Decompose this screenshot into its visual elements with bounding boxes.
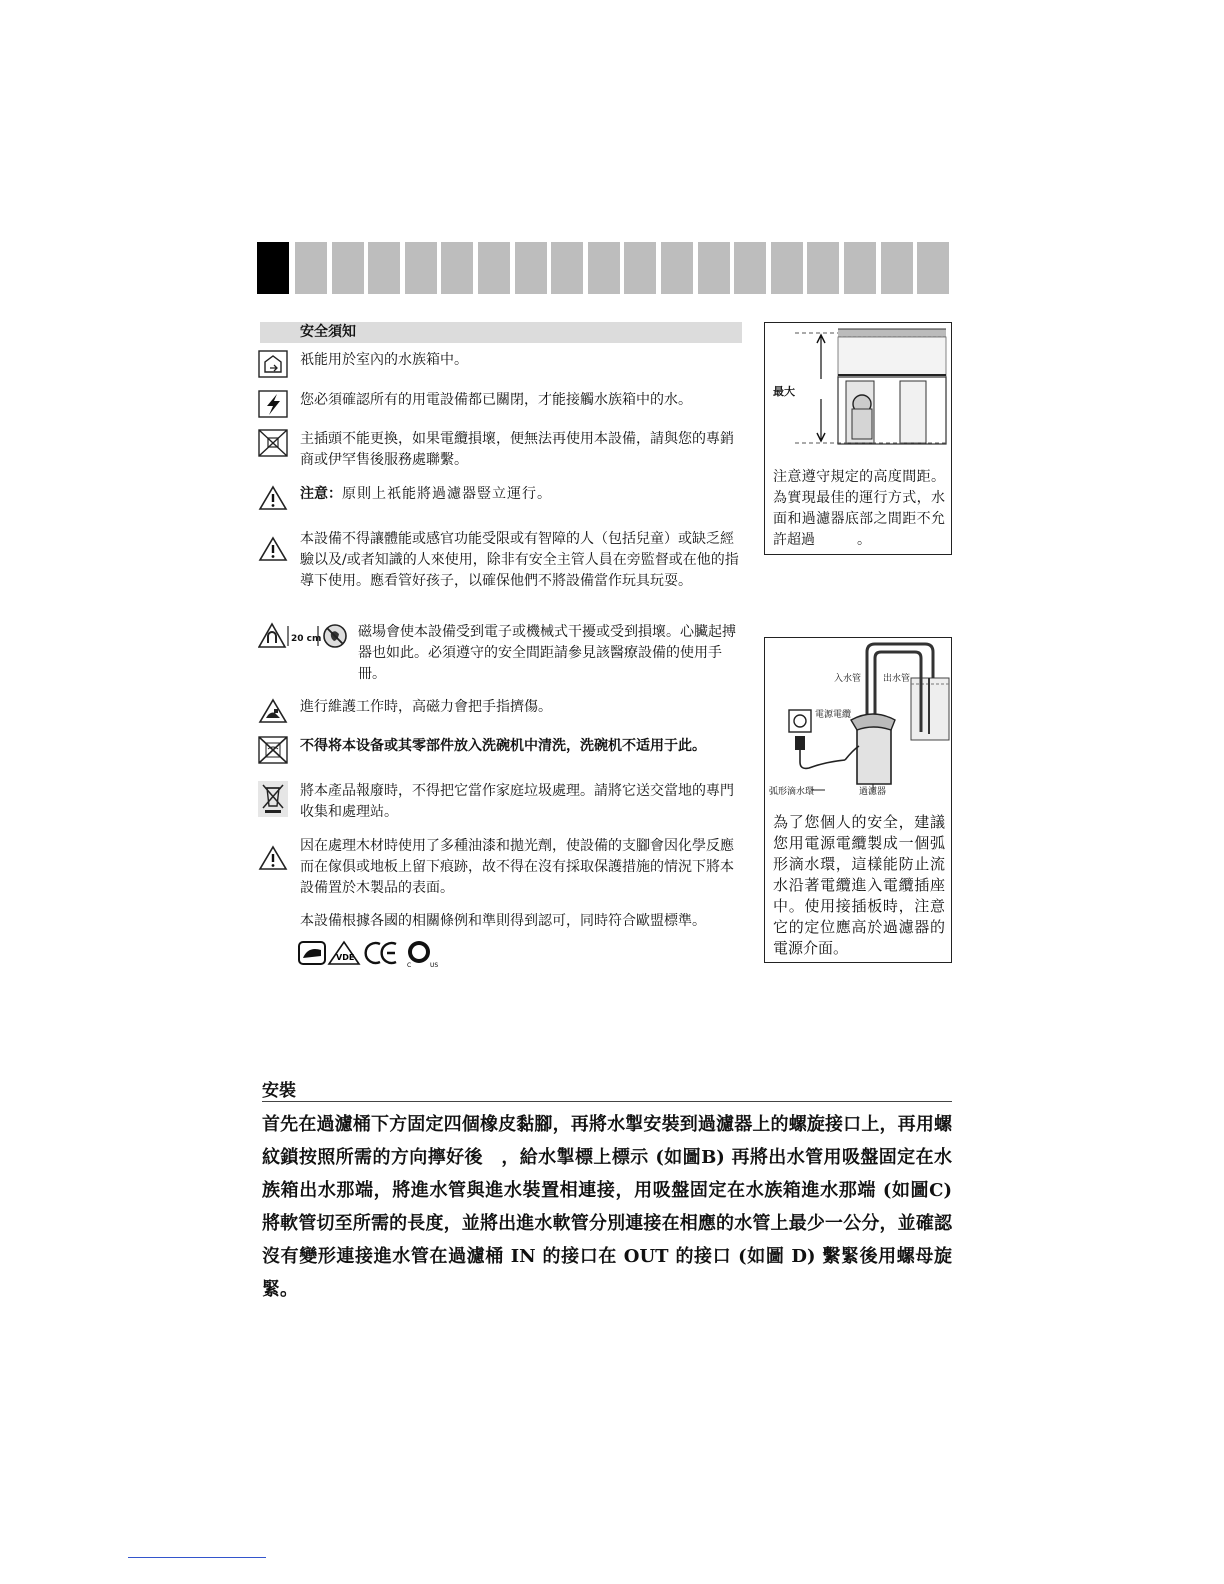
header-bar [807,242,839,294]
distance-label: 20 cm [291,634,322,644]
csa-us-mark: US [430,962,439,968]
header-black-tab [257,242,289,294]
header-bar [441,242,473,294]
no-plug-replace-icon [258,429,288,457]
header-bar [368,242,400,294]
safety-text: 不得将本设备或其零部件放入洗碗机中清洗，洗碗机不适用于此。 [300,738,706,754]
install-body: 首先在過濾桶下方固定四個橡皮黏腳，再將水掣安裝到過濾器上的螺旋接口上，再用螺紋鎖按照所需的方向擰好後 ，給水掣標上標示 (如圖B) 再將出水管用吸盤固定在水族箱出水那端，將進水管與進水裝置相連接，用吸盤固定在水族箱進水那端 (如圖C) 將軟管切至所需的長度，並將出進水軟管分別連接在相應的水管上最少一公分，並確認沒有變形連接進水管在過濾桶 IN 的接口在 OUT 的接口 (如圖 D) 繫緊後用螺母旋緊。 [262,1114,952,1300]
certification-marks [298,938,448,968]
safety-text: 您必須確認所有的用電設備都已關閉，才能接觸水族箱中的水。 [300,392,692,408]
install-title: 安裝 [262,1081,296,1101]
warning-icon [258,844,288,872]
certification-text: 本設備根據各國的相關條例和準則得到認可，同時符合歐盟標準。 [300,913,706,929]
csa-c-mark: C [407,962,412,968]
finger-crush-icon [258,697,288,725]
filter-label: 過濾器 [859,787,887,797]
header-bar [332,242,364,294]
height-note-box [764,322,952,555]
safety-text: 將本產品報廢時，不得把它當作家庭垃圾處理。請將它送交當地的專門收集和處理站。 [300,783,734,820]
safety-text: 進行維護工作時，高磁力會把手指擠傷。 [300,699,552,715]
header-bar [551,242,583,294]
drip-loop-box [764,637,952,963]
warning-icon [258,535,288,563]
safety-text: 本設備不得讓體能或感官功能受限或有智障的人（包括兒童）或缺乏經驗以及/或者知識的人來使用，除非有安全主管人員在旁監督或在他的指導下使用。應看管好孩子，以確保他們不將設備當作玩具玩耍。 [300,531,739,589]
inlet-label: 入水管 [834,674,862,684]
header-bar [295,242,327,294]
warning-icon [258,484,288,512]
vde-mark: VDE [336,953,355,962]
safety-text: 原則上祇能將過濾器豎立運行。 [342,486,552,502]
drip-loop-label: 弧形滴水環 [769,787,815,797]
header-bar [405,242,437,294]
header-bar [588,242,620,294]
header-bar [515,242,547,294]
no-dishwasher-icon [258,736,288,764]
drip-loop-diagram [765,638,951,808]
height-note-text: 注意遵守規定的高度間距。為實現最佳的運行方式，水面和過濾器底部之間距不允許超過 。 [773,469,945,548]
weee-bin-icon [258,781,288,817]
outlet-label: 出水管 [883,674,911,684]
header-bar [478,242,510,294]
header-bar [734,242,766,294]
safety-text: 主插頭不能更換，如果電纜損壞，便無法再使用本設備，請與您的專銷商或伊罕售後服務處聯繫。 [300,431,734,468]
header-bar [661,242,693,294]
magnet-warning-icon [258,622,352,650]
max-label: 最大 [773,385,795,398]
install-divider [262,1101,952,1102]
header-bar [698,242,730,294]
safety-text: 祇能用於室內的水族箱中。 [300,352,468,368]
note-label: 注意： [300,486,342,502]
header-bar [844,242,876,294]
section-title: 安全須知 [260,322,742,343]
cable-label: 電源電纜 [815,710,852,720]
header-bar [624,242,656,294]
drip-loop-text: 為了您個人的安全，建議您用電源電纜製成一個弧形滴水環，這樣能防止流水沿著電纜進入電纜插座中。使用接插板時，注意它的定位應高於過濾器的電源介面。 [773,813,945,957]
header-bar [917,242,949,294]
header-bar [881,242,913,294]
indoor-house-icon [258,350,288,378]
footer-link-line [128,1557,266,1558]
lightning-icon [258,390,288,418]
safety-text: 磁場會使本設備受到電子或機械式干擾或受到損壞。心臟起搏器也如此。必須遵守的安全間距請參見該醫療設備的使用手冊。 [358,624,736,682]
safety-text: 因在處理木材時使用了多種油漆和拋光劑，使設備的支腳會因化學反應而在傢俱或地板上留下痕跡，故不得在沒有採取保護措施的情況下將本設備置於木製品的表面。 [300,838,734,896]
header-bar [771,242,803,294]
